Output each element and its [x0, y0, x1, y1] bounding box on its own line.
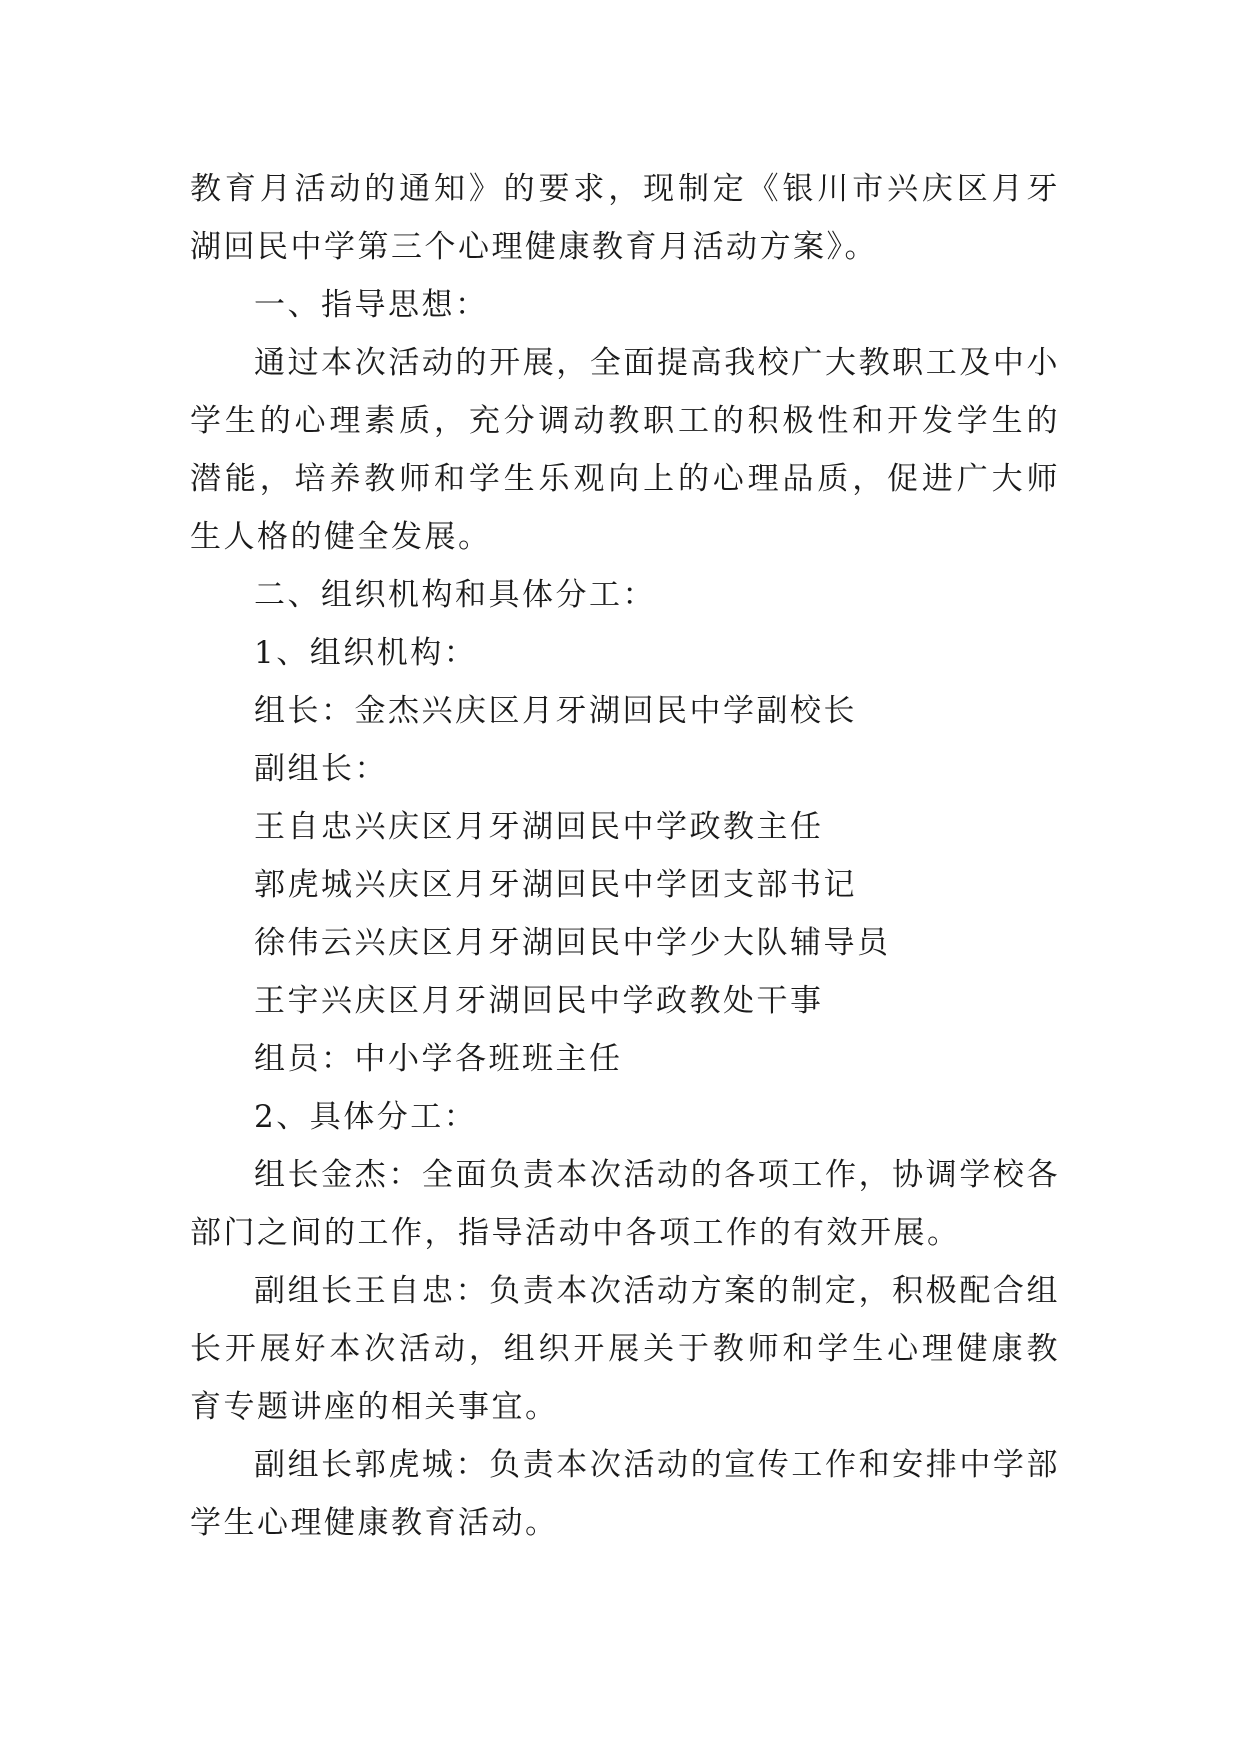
section-heading-guiding-ideology: 一、指导思想：: [254, 287, 489, 323]
paragraph-guiding-ideology: 通过本次活动的开展，全面提高我校广大教职工及中小学生的心理素质，充分调动教职工的积极性和开发学生的潜能，培养教师和学生乐观向上的心理品质，促进广大师生人格的健全发展。: [190, 345, 1060, 555]
member-line-deputy-2: 郭虎城兴庆区月牙湖回民中学团支部书记: [254, 867, 857, 903]
paragraph-intro-continuation: 教育月活动的通知》的要求，现制定《银川市兴庆区月牙湖回民中学第三个心理健康教育月活动方案》。: [190, 171, 1060, 265]
subheading-division-of-labor: 2、具体分工：: [254, 1099, 478, 1135]
member-line-leader: 组长：金杰兴庆区月牙湖回民中学副校长: [254, 693, 857, 729]
member-line-deputy-3: 徐伟云兴庆区月牙湖回民中学少大队辅导员: [254, 925, 891, 961]
member-line-deputy-1: 王自忠兴庆区月牙湖回民中学政教主任: [254, 809, 824, 845]
member-line-members: 组员：中小学各班班主任: [254, 1041, 623, 1077]
document-body: [190, 160, 1060, 1552]
paragraph-duty-deputy-2: 副组长郭虎城：负责本次活动的宣传工作和安排中学部学生心理健康教育活动。: [190, 1447, 1060, 1541]
member-line-deputy-label: 副组长：: [254, 751, 388, 787]
member-line-deputy-4: 王宇兴庆区月牙湖回民中学政教处干事: [254, 983, 824, 1019]
section-heading-organization: 二、组织机构和具体分工：: [254, 577, 656, 613]
paragraph-duty-deputy-1: 副组长王自忠：负责本次活动方案的制定，积极配合组长开展好本次活动，组织开展关于教师和学生心理健康教育专题讲座的相关事宜。: [190, 1273, 1060, 1425]
paragraph-duty-leader: 组长金杰：全面负责本次活动的各项工作，协调学校各部门之间的工作，指导活动中各项工作的有效开展。: [190, 1157, 1060, 1251]
subheading-organization-structure: 1、组织机构：: [254, 635, 478, 671]
